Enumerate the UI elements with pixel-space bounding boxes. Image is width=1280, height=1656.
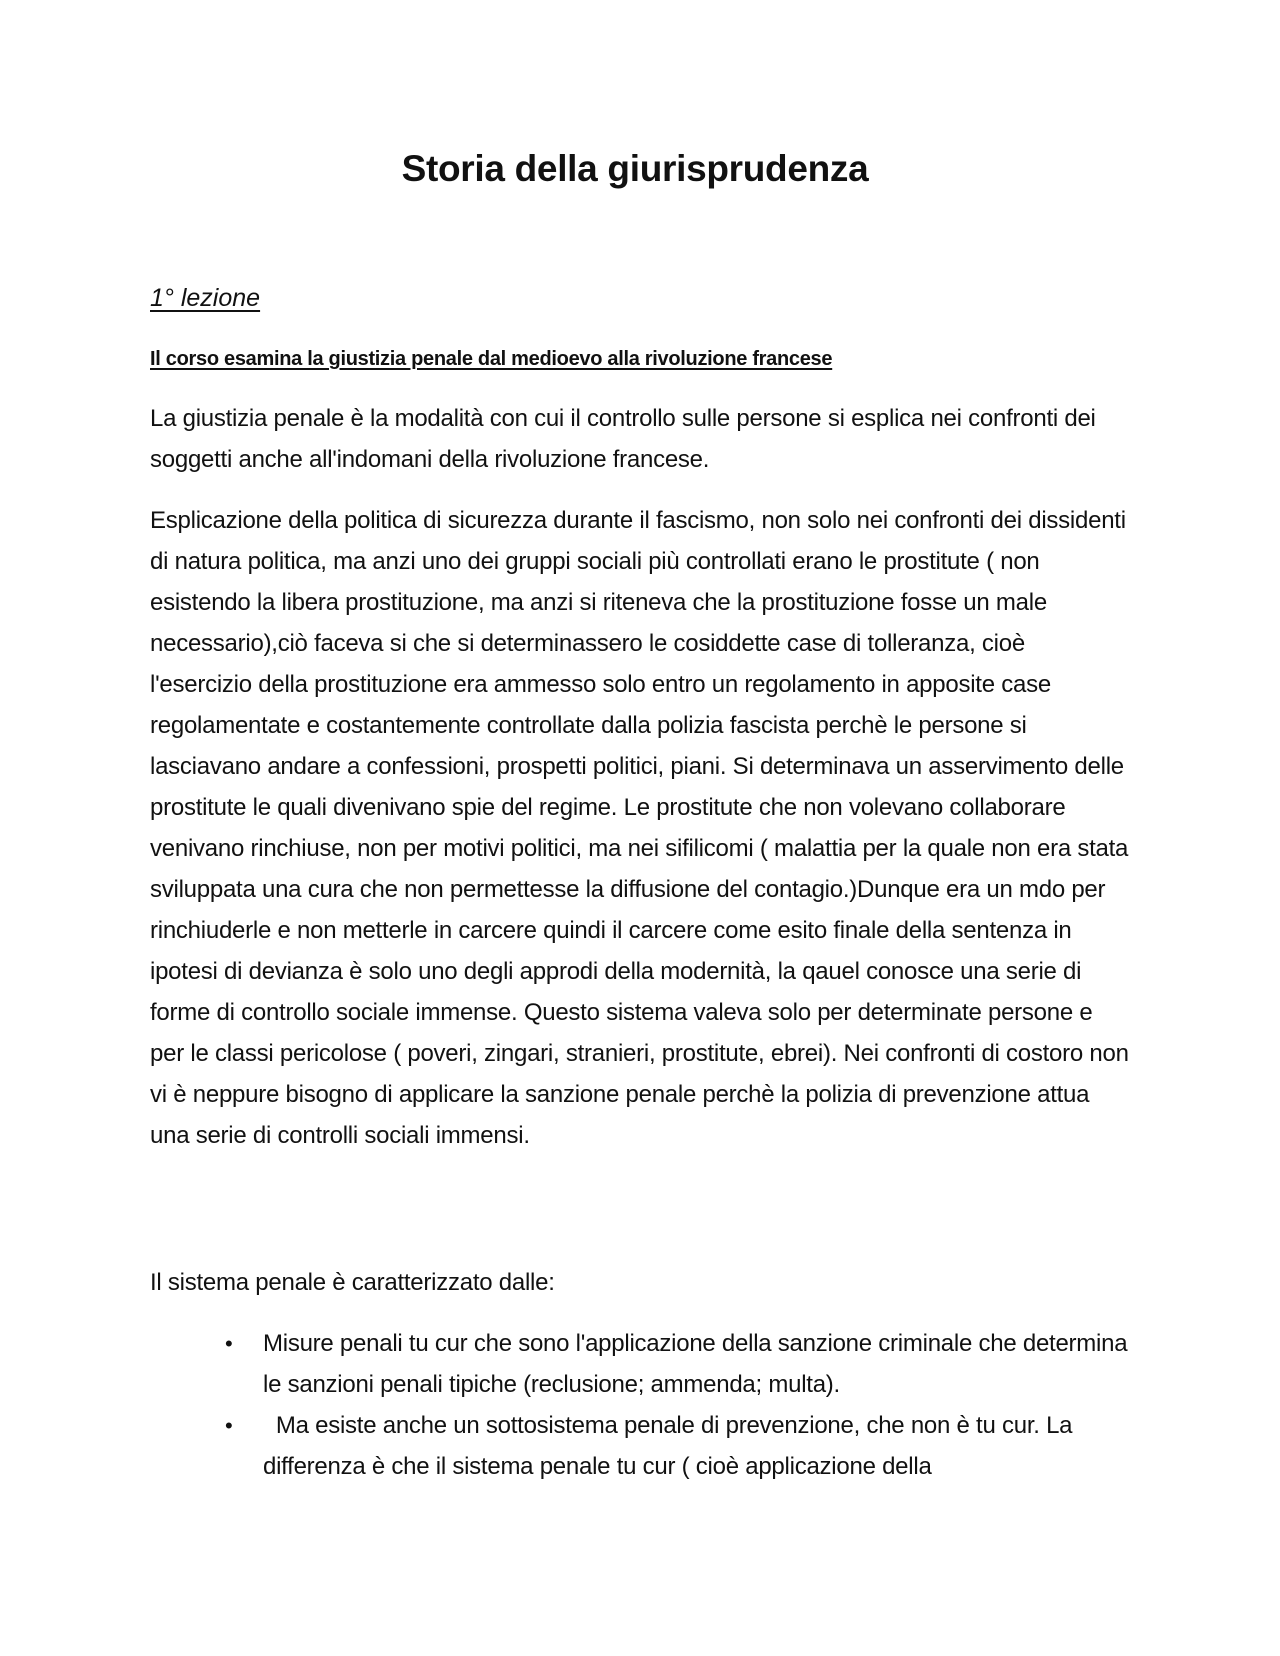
list-item-text: Misure penali tu cur che sono l'applicazione della sanzione criminale che determina le sanzioni penali tipiche (reclusione; ammenda; multa). — [263, 1330, 1128, 1398]
page-title: Storia della giurisprudenza — [401, 148, 869, 189]
paragraph-fascism: Esplicazione della politica di sicurezza durante il fascismo, non solo nei confronti dei dissidenti di natura politica, ma anzi uno dei gruppi sociali più controllati erano le prostitute ( non esistendo la libera prostituzione, ma anzi si riteneva che la prostituzione fosse un male necessario),ciò faceva si che si determinassero le cosiddette case di tolleranza, cioè l'esercizio della prostituzione era ammesso solo entro un regolamento in apposite case regolamentate e costantemente controllate dalla polizia fascista perchè le persone si lasciavano andare a confessioni, prospetti politici, piani. Si determinava un asservimento delle prostitute le quali divenivano spie del regime. Le prostitute che non volevano collaborare venivano rinchiuse, non per motivi politici, ma nei sifilicomi ( malattia per la quale non era stata sviluppata una cura che non permettesse la diffusione del contagio.)Dunque era un mdo per rinchiuderle e non metterle in carcere quindi il carcere come esito finale della sentenza in ipotesi di devianza è solo uno degli approdi della modernità, la qauel conosce una serie di forme di controllo sociale immense. Questo sistema valeva solo per determinate persone e per le classi pericolose ( poveri, zingari, stranieri, prostitute, ebrei). Nei confronti di costoro non vi è neppure bisogno di applicare la sanzione penale perchè la polizia di prevenzione attua una serie di controlli sociali immensi. — [150, 507, 1129, 1149]
bullet-icon: • — [225, 1413, 233, 1438]
list-item — [150, 1323, 1130, 1405]
paragraph-penal-system: Il sistema penale è caratterizzato dalle: — [150, 1269, 555, 1296]
section-subtitle: Il corso esamina la giustizia penale dal medioevo alla rivoluzione francese — [150, 348, 833, 370]
bullet-list — [150, 1323, 1130, 1487]
bullet-icon: • — [225, 1331, 233, 1356]
list-item-text: Ma esiste anche un sottosistema penale di prevenzione, che non è tu cur. La differenza è che il sistema penale tu cur ( cioè applicazione della — [263, 1412, 1079, 1480]
list-item — [150, 1405, 1130, 1487]
lesson-heading: 1° lezione — [150, 284, 261, 312]
paragraph-intro: La giustizia penale è la modalità con cui il controllo sulle persone si esplica nei confronti dei soggetti anche all'indomani della rivoluzione francese. — [150, 405, 1096, 473]
